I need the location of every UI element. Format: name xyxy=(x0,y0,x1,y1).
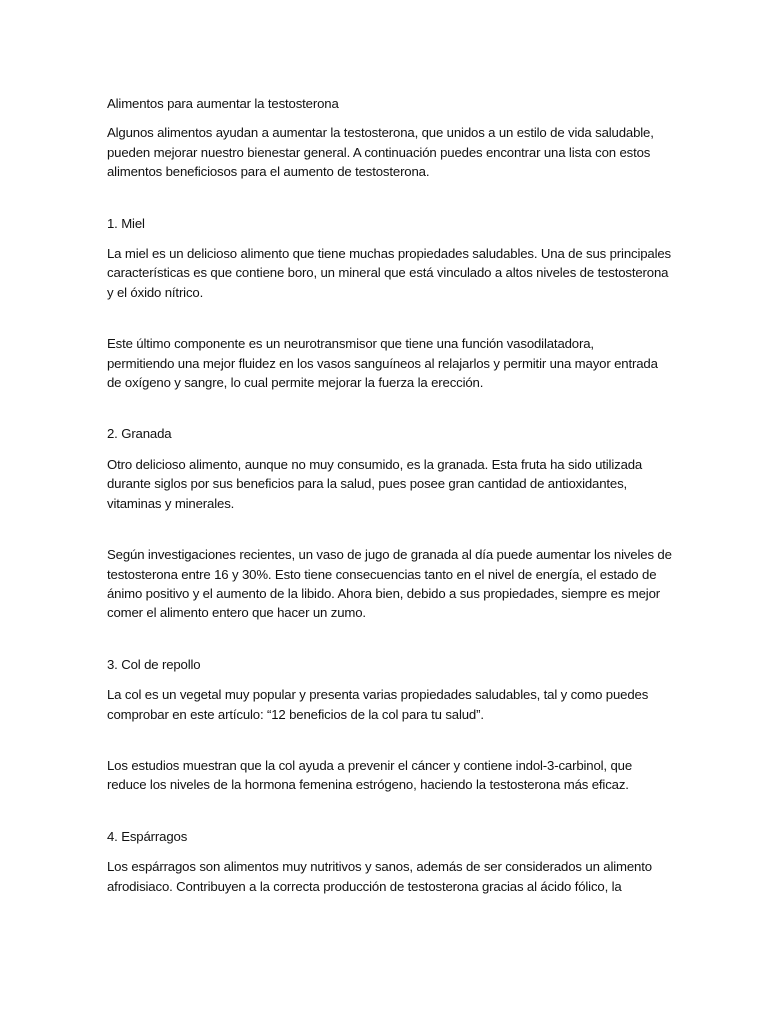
section-heading: 1. Miel xyxy=(107,215,145,231)
text-line: La col es un vegetal muy popular y presenta varias propiedades saludables, tal y como puedes xyxy=(107,687,649,703)
text-line: Los espárragos son alimentos muy nutritivos y sanos, además de ser considerados un alimento xyxy=(107,859,652,875)
text-line: de oxígeno y sangre, lo cual permite mejorar la fuerza la erección. xyxy=(107,375,484,391)
text-line: comer el alimento entero que hacer un zumo. xyxy=(107,605,366,621)
text-line: testosterona entre 16 y 30%. Esto tiene consecuencias tanto en el nivel de energía, el estado de xyxy=(107,566,657,582)
text-line: y el óxido nítrico. xyxy=(107,284,204,300)
section-heading: 3. Col de repollo xyxy=(107,656,201,672)
paragraph xyxy=(107,334,667,392)
text-line: Otro delicioso alimento, aunque no muy consumido, es la granada. Esta fruta ha sido utilizada xyxy=(107,456,643,472)
text-line: reduce los niveles de la hormona femenina estrógeno, haciendo la testosterona más eficaz. xyxy=(107,777,629,793)
section-esparragos xyxy=(107,827,667,896)
paragraph xyxy=(107,244,672,302)
document-content xyxy=(107,94,672,896)
document-title: Alimentos para aumentar la testosterona xyxy=(107,96,339,111)
text-line: La miel es un delicioso alimento que tiene muchas propiedades saludables. Una de sus principales xyxy=(107,246,672,262)
paragraph xyxy=(107,545,672,623)
text-line: permitiendo una mejor fluidez en los vasos sanguíneos al relajarlos y permitir una mayor entrada xyxy=(107,355,658,371)
section-miel xyxy=(107,214,672,393)
paragraph xyxy=(107,756,667,795)
text-line: durante siglos por sus beneficios para la salud, pues posee gran cantidad de antioxidantes, xyxy=(107,476,628,492)
text-line: alimentos beneficiosos para el aumento de testosterona. xyxy=(107,164,430,180)
text-line: afrodisiaco. Contribuyen a la correcta producción de testosterona gracias al ácido fólico, la xyxy=(107,878,622,894)
section-heading: 2. Granada xyxy=(107,426,172,442)
text-line: Los estudios muestran que la col ayuda a prevenir el cáncer y contiene indol-3-carbinol, que xyxy=(107,757,633,773)
text-line: características es que contiene boro, un mineral que está vinculado a altos niveles de testosterona xyxy=(107,265,669,281)
intro-paragraph xyxy=(107,123,667,181)
text-line: ánimo positivo y el aumento de la libido. Ahora bien, debido a sus propiedades, siempre es mejor xyxy=(107,585,660,601)
section-heading: 4. Espárragos xyxy=(107,828,188,844)
text-line: Este último componente es un neurotransmisor que tiene una función vasodilatadora, xyxy=(107,336,594,352)
text-line: Según investigaciones recientes, un vaso de jugo de granada al día puede aumentar los niveles de xyxy=(107,547,672,563)
text-line: Algunos alimentos ayudan a aumentar la testosterona, que unidos a un estilo de vida saludable, xyxy=(107,125,654,141)
text-line: vitaminas y minerales. xyxy=(107,495,235,511)
paragraph xyxy=(107,455,667,513)
paragraph xyxy=(107,857,667,896)
text-line: comprobar en este artículo: “12 beneficios de la col para tu salud”. xyxy=(107,706,484,722)
section-col-de-repollo xyxy=(107,655,667,795)
paragraph xyxy=(107,685,667,724)
text-line: pueden mejorar nuestro bienestar general. A continuación puedes encontrar una lista con estos xyxy=(107,144,651,160)
section-granada xyxy=(107,424,672,622)
